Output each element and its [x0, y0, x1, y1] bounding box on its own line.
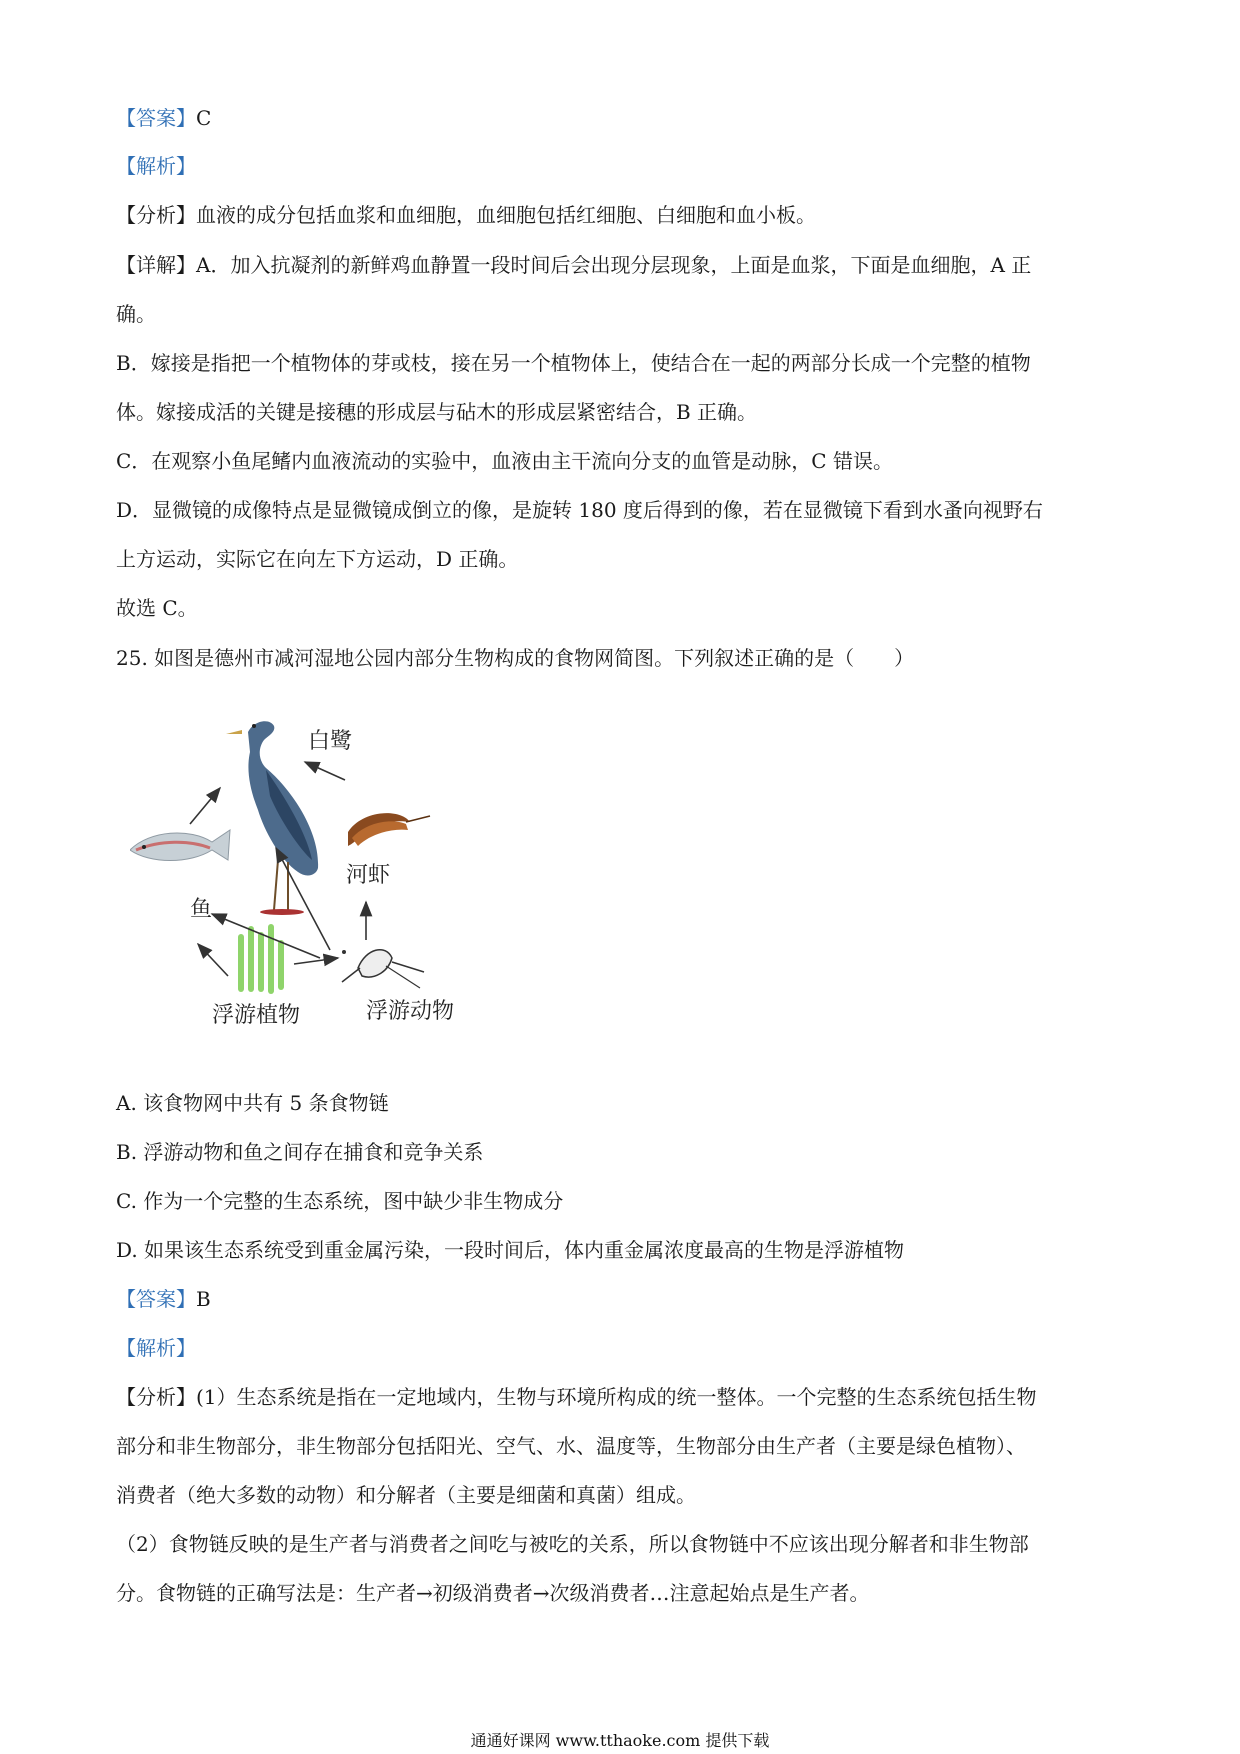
fenxi-p1-line2: 部分和非生物部分，非生物部分包括阳光、空气、水、温度等，生物部分由生产者（主要是绿色植物）、	[116, 1434, 1026, 1458]
option-a: A. 该食物网中共有 5 条食物链	[116, 1091, 389, 1115]
detail-a-line1	[116, 250, 1126, 280]
question-25-stem: 25. 如图是德州市减河湿地公园内部分生物构成的食物网简图。下列叙述正确的是（ ）	[116, 646, 915, 670]
fenxi-p1-line1	[116, 1382, 1126, 1412]
label-shrimp: 河虾	[346, 863, 391, 888]
detail-b-line1: B．嫁接是指把一个植物体的芽或枝，接在另一个植物体上，使结合在一起的两部分长成一个完整的植物	[116, 351, 1031, 375]
fenxi-tag: 【分析】	[116, 203, 196, 227]
fenxi-p1-l1: (1）生态系统是指在一定地域内，生物与环境所构成的统一整体。一个完整的生态系统包括生物	[196, 1385, 1037, 1409]
label-fish: 鱼	[190, 897, 213, 922]
option-b: B. 浮游动物和鱼之间存在捕食和竞争关系	[116, 1140, 484, 1164]
answer-tag-25: 【答案】	[116, 1287, 196, 1311]
detail-a1: A．加入抗凝剂的新鲜鸡血静置一段时间后会出现分层现象，上面是血浆，下面是血细胞，A 正	[196, 253, 1032, 277]
label-heron: 白鹭	[308, 729, 353, 754]
fenxi-tag-25: 【分析】	[116, 1385, 196, 1409]
page-footer: 通通好课网 www.tthaoke.com 提供下载	[470, 1731, 770, 1750]
fenxi-p1-line3: 消费者（绝大多数的动物）和分解者（主要是细菌和真菌）组成。	[116, 1483, 696, 1507]
detail-b-line2: 体。嫁接成活的关键是接穗的形成层与砧木的形成层紧密结合，B 正确。	[116, 400, 758, 424]
fenxi-text: 血液的成分包括血浆和血细胞，血细胞包括红细胞、白细胞和血小板。	[196, 203, 816, 227]
detail-tag: 【详解】	[116, 253, 196, 277]
analysis-tag-line	[116, 1333, 1126, 1363]
fenxi-p2-line1: （2）食物链反映的是生产者与消费者之间吃与被吃的关系，所以食物链中不应该出现分解者和非生物部	[116, 1532, 1029, 1556]
label-zooplankton: 浮游动物	[366, 999, 455, 1024]
answer-value-25: B	[196, 1287, 211, 1311]
option-c: C. 作为一个完整的生态系统，图中缺少非生物成分	[116, 1189, 564, 1213]
option-d: D. 如果该生态系统受到重金属污染，一段时间后，体内重金属浓度最高的生物是浮游植物	[116, 1238, 905, 1262]
answer-line-prev	[116, 103, 1126, 133]
heron-illustration	[226, 721, 318, 915]
shrimp-illustration	[348, 813, 430, 846]
fenxi-p2-line2: 分。食物链的正确写法是：生产者→初级消费者→次级消费者…注意起始点是生产者。	[116, 1581, 870, 1605]
answer-tag: 【答案】	[116, 106, 196, 130]
fenxi-line-prev	[116, 200, 1126, 230]
detail-d-line1: D．显微镜的成像特点是显微镜成倒立的像，是旋转 180 度后得到的像，若在显微镜下看到水蚤向视野右	[116, 498, 1043, 522]
detail-a-line2: 确。	[116, 302, 156, 326]
zooplankton-illustration	[342, 950, 424, 988]
detail-c-line: C．在观察小鱼尾鳍内血液流动的实验中，血液由主干流向分支的血管是动脉，C 错误。	[116, 449, 893, 473]
analysis-tag-25: 【解析】	[116, 1336, 196, 1360]
detail-d-line2: 上方运动，实际它在向左下方运动，D 正确。	[116, 547, 519, 571]
food-web-figure	[130, 700, 530, 1050]
answer-line	[116, 1284, 1126, 1314]
analysis-tag: 【解析】	[116, 154, 196, 178]
label-phytoplankton: 浮游植物	[212, 1003, 301, 1028]
detail-end-line: 故选 C。	[116, 596, 198, 620]
fish-illustration	[130, 830, 230, 861]
answer-value: C	[196, 106, 212, 130]
analysis-tag-line-prev	[116, 151, 1126, 181]
